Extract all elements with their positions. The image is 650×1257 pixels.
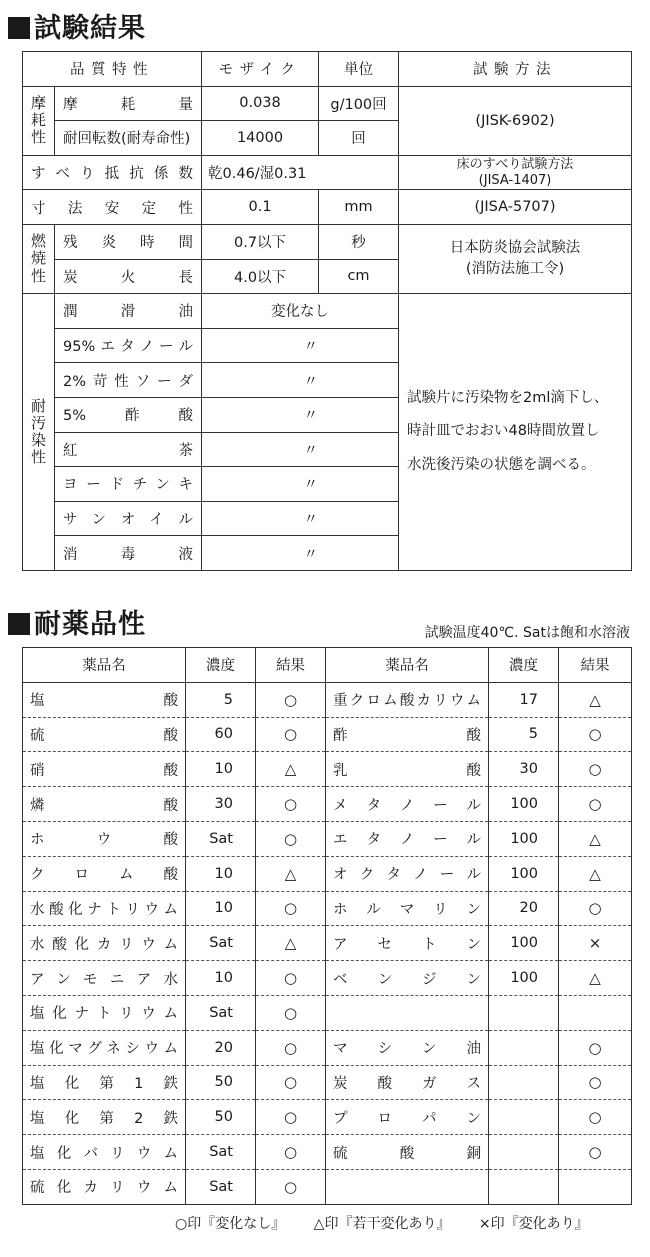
chemical-concentration bbox=[489, 1135, 559, 1170]
chemical-concentration: 100 bbox=[489, 787, 559, 822]
table-row bbox=[23, 1135, 632, 1170]
table-row bbox=[23, 190, 632, 225]
table-row bbox=[23, 86, 632, 121]
chemical-concentration: Sat bbox=[186, 995, 256, 1030]
chemical-concentration: 5 bbox=[489, 717, 559, 752]
chemical-result: △ bbox=[559, 856, 632, 891]
stain-item-name: 5%酢酸 bbox=[55, 397, 202, 432]
header-concentration: 濃度 bbox=[489, 648, 559, 683]
table-row bbox=[23, 856, 632, 891]
chemical-concentration bbox=[489, 1030, 559, 1065]
header-quality: 品質特性 bbox=[23, 52, 202, 87]
dimension-method: (JISA-5707) bbox=[399, 190, 632, 225]
chemical-result bbox=[559, 995, 632, 1030]
chemical-name: オクタノール bbox=[326, 856, 489, 891]
stain-item-value: 変化なし bbox=[202, 294, 399, 329]
property-name: 残炎時間 bbox=[55, 224, 202, 259]
property-name: 摩耗量 bbox=[55, 86, 202, 121]
chemical-result: △ bbox=[559, 682, 632, 717]
chemical-result: ○ bbox=[256, 787, 326, 822]
chemical-name: 乳酸 bbox=[326, 752, 489, 787]
chemical-result: △ bbox=[256, 856, 326, 891]
chemical-name: 硫酸銅 bbox=[326, 1135, 489, 1170]
stain-item-name: 潤滑油 bbox=[55, 294, 202, 329]
chemical-name: プロパン bbox=[326, 1100, 489, 1135]
chemical-name: 硫化カリウム bbox=[23, 1169, 186, 1204]
legend-no-change: ○印『変化なし』 bbox=[175, 1216, 286, 1232]
table-header-row bbox=[23, 52, 632, 87]
chemical-concentration bbox=[489, 995, 559, 1030]
chemical-result: ○ bbox=[256, 1030, 326, 1065]
header-unit: 単位 bbox=[319, 52, 399, 87]
property-name: 寸法安定性 bbox=[23, 190, 202, 225]
chemical-result: ○ bbox=[256, 1135, 326, 1170]
table-row bbox=[23, 1065, 632, 1100]
header-mosaic: モザイク bbox=[202, 52, 319, 87]
chemical-name: 塩化第1鉄 bbox=[23, 1065, 186, 1100]
chemical-name: エタノール bbox=[326, 821, 489, 856]
flammability-method: 日本防炎協会試験法 (消防法施工令) bbox=[399, 224, 632, 293]
stain-method: 試験片に汚染物を2ml滴下し、 時計皿でおおい48時間放置し 水洗後汚染の状態を調べる。 bbox=[399, 294, 632, 571]
chemical-name: 硫酸 bbox=[23, 717, 186, 752]
legend-slight-change: △印『若干変化あり』 bbox=[313, 1216, 451, 1232]
chemical-name: 水酸化ナトリウム bbox=[23, 891, 186, 926]
chemical-concentration: 100 bbox=[489, 856, 559, 891]
chemical-name: マシン油 bbox=[326, 1030, 489, 1065]
chemical-name: 燐酸 bbox=[23, 787, 186, 822]
header-chemical-name: 薬品名 bbox=[23, 648, 186, 683]
test-results-title: 試験結果 bbox=[8, 6, 146, 45]
table-row bbox=[23, 891, 632, 926]
property-name: 炭火長 bbox=[55, 259, 202, 294]
property-name: 耐回転数(耐寿命性) bbox=[55, 121, 202, 156]
chemical-name: 塩酸 bbox=[23, 682, 186, 717]
table-row bbox=[23, 821, 632, 856]
chemical-concentration: Sat bbox=[186, 926, 256, 961]
test-results-table bbox=[22, 51, 632, 571]
property-value: 乾0.46/湿0.31 bbox=[202, 155, 399, 190]
chemical-concentration: 10 bbox=[186, 961, 256, 996]
stain-item-name: 消毒液 bbox=[55, 536, 202, 571]
header-method: 試験方法 bbox=[399, 52, 632, 87]
chemical-name: 塩化ナトリウム bbox=[23, 995, 186, 1030]
property-unit: cm bbox=[319, 259, 399, 294]
stain-item-value: 〃 bbox=[202, 467, 399, 502]
table-row bbox=[23, 961, 632, 996]
chemical-result: ○ bbox=[559, 717, 632, 752]
property-value: 0.038 bbox=[202, 86, 319, 121]
stain-item-name: サンオイル bbox=[55, 501, 202, 536]
table-header-row bbox=[23, 648, 632, 683]
header-result: 結果 bbox=[559, 648, 632, 683]
chemical-result: ○ bbox=[256, 717, 326, 752]
chemical-name: アセトン bbox=[326, 926, 489, 961]
chemical-name: ベンジン bbox=[326, 961, 489, 996]
chemical-rows bbox=[23, 682, 632, 1204]
stain-item-name: ヨードチンキ bbox=[55, 467, 202, 502]
chemical-result: ○ bbox=[256, 1100, 326, 1135]
chemical-result: ○ bbox=[256, 1169, 326, 1204]
chemical-name bbox=[326, 995, 489, 1030]
chemical-concentration: 60 bbox=[186, 717, 256, 752]
chemical-concentration: 100 bbox=[489, 821, 559, 856]
chemical-concentration: Sat bbox=[186, 821, 256, 856]
table-row bbox=[23, 787, 632, 822]
chemical-result: ○ bbox=[559, 752, 632, 787]
flammability-category: 燃 焼 性 bbox=[23, 224, 55, 293]
chemical-name: 水酸化カリウム bbox=[23, 926, 186, 961]
chemical-result: ○ bbox=[559, 1065, 632, 1100]
table-row bbox=[23, 1030, 632, 1065]
chemical-result: ○ bbox=[256, 1065, 326, 1100]
chemical-name: クロム酸 bbox=[23, 856, 186, 891]
chemical-name: アンモニア水 bbox=[23, 961, 186, 996]
chemical-concentration: 100 bbox=[489, 961, 559, 996]
property-name: すべり抵抗係数 bbox=[23, 155, 202, 190]
square-bullet-icon bbox=[8, 613, 30, 635]
chemical-name: 塩化バリウム bbox=[23, 1135, 186, 1170]
table-row bbox=[23, 294, 632, 329]
chemical-result: × bbox=[559, 926, 632, 961]
chemical-name: 酢酸 bbox=[326, 717, 489, 752]
stain-item-name: 紅茶 bbox=[55, 432, 202, 467]
chemical-name: メタノール bbox=[326, 787, 489, 822]
table-row bbox=[23, 926, 632, 961]
slip-method: 床のすべり試験方法 (JISA-1407) bbox=[399, 155, 632, 190]
chemical-name: ホウ酸 bbox=[23, 821, 186, 856]
chemical-name: 重クロム酸カリウム bbox=[326, 682, 489, 717]
header-concentration: 濃度 bbox=[186, 648, 256, 683]
chemical-result: △ bbox=[559, 961, 632, 996]
chemical-name: 塩化マグネシウム bbox=[23, 1030, 186, 1065]
property-unit: 秒 bbox=[319, 224, 399, 259]
table-row bbox=[23, 224, 632, 259]
chemical-result: ○ bbox=[256, 961, 326, 996]
chemical-concentration: 30 bbox=[186, 787, 256, 822]
chemical-resistance-title: 耐薬品性 bbox=[8, 602, 146, 641]
test-condition-note: 試験温度40℃. Satは飽和水溶液 bbox=[424, 625, 630, 641]
chemical-concentration: 10 bbox=[186, 752, 256, 787]
property-unit: mm bbox=[319, 190, 399, 225]
square-bullet-icon bbox=[8, 17, 30, 39]
chemical-result: ○ bbox=[559, 891, 632, 926]
chemical-concentration bbox=[489, 1100, 559, 1135]
chemical-concentration: 20 bbox=[186, 1030, 256, 1065]
chemical-concentration: Sat bbox=[186, 1169, 256, 1204]
chemical-result: ○ bbox=[559, 1100, 632, 1135]
stain-item-value: 〃 bbox=[202, 536, 399, 571]
chemical-result: △ bbox=[256, 752, 326, 787]
chemical-name: ホルマリン bbox=[326, 891, 489, 926]
stain-item-value: 〃 bbox=[202, 397, 399, 432]
chemical-result: ○ bbox=[256, 891, 326, 926]
stain-item-value: 〃 bbox=[202, 432, 399, 467]
property-unit: 回 bbox=[319, 121, 399, 156]
property-value: 0.7以下 bbox=[202, 224, 319, 259]
chemical-result: ○ bbox=[559, 787, 632, 822]
chemical-result: ○ bbox=[256, 995, 326, 1030]
stain-category: 耐 汚 染 性 bbox=[23, 294, 55, 571]
chemical-concentration: 10 bbox=[186, 856, 256, 891]
chemical-concentration: 20 bbox=[489, 891, 559, 926]
chemical-name bbox=[326, 1169, 489, 1204]
stain-item-value: 〃 bbox=[202, 501, 399, 536]
abrasion-category: 摩 耗 性 bbox=[23, 86, 55, 155]
chemical-concentration: 10 bbox=[186, 891, 256, 926]
abrasion-method: (JISK-6902) bbox=[399, 86, 632, 155]
chemical-concentration: 17 bbox=[489, 682, 559, 717]
chemical-name: 塩化第2鉄 bbox=[23, 1100, 186, 1135]
chemical-result bbox=[559, 1169, 632, 1204]
stain-item-name: 2%苛性ソーダ bbox=[55, 363, 202, 398]
stain-item-value: 〃 bbox=[202, 363, 399, 398]
chemical-result: ○ bbox=[256, 821, 326, 856]
property-unit: g/100回 bbox=[319, 86, 399, 121]
property-value: 14000 bbox=[202, 121, 319, 156]
result-legend bbox=[175, 1213, 589, 1233]
chemical-concentration: 50 bbox=[186, 1100, 256, 1135]
chemical-result: ○ bbox=[256, 682, 326, 717]
table-row bbox=[23, 1100, 632, 1135]
chemical-result: ○ bbox=[559, 1030, 632, 1065]
chemical-concentration bbox=[489, 1169, 559, 1204]
chemical-name: 炭酸ガス bbox=[326, 1065, 489, 1100]
legend-changed: ×印『変化あり』 bbox=[478, 1216, 589, 1232]
chemical-result: △ bbox=[559, 821, 632, 856]
stain-item-value: 〃 bbox=[202, 328, 399, 363]
table-row bbox=[23, 717, 632, 752]
chemical-concentration bbox=[489, 1065, 559, 1100]
table-row bbox=[23, 155, 632, 190]
chemical-result: △ bbox=[256, 926, 326, 961]
property-value: 4.0以下 bbox=[202, 259, 319, 294]
chemical-concentration: 5 bbox=[186, 682, 256, 717]
table-row bbox=[23, 1169, 632, 1204]
table-row bbox=[23, 752, 632, 787]
property-value: 0.1 bbox=[202, 190, 319, 225]
header-chemical-name: 薬品名 bbox=[326, 648, 489, 683]
chemical-result: ○ bbox=[559, 1135, 632, 1170]
chemical-resistance-table bbox=[22, 647, 632, 1205]
chemical-concentration: 50 bbox=[186, 1065, 256, 1100]
chemical-concentration: 100 bbox=[489, 926, 559, 961]
chemical-concentration: 30 bbox=[489, 752, 559, 787]
table-row bbox=[23, 995, 632, 1030]
chemical-concentration: Sat bbox=[186, 1135, 256, 1170]
stain-item-name: 95%エタノール bbox=[55, 328, 202, 363]
table-row bbox=[23, 682, 632, 717]
header-result: 結果 bbox=[256, 648, 326, 683]
chemical-name: 硝酸 bbox=[23, 752, 186, 787]
